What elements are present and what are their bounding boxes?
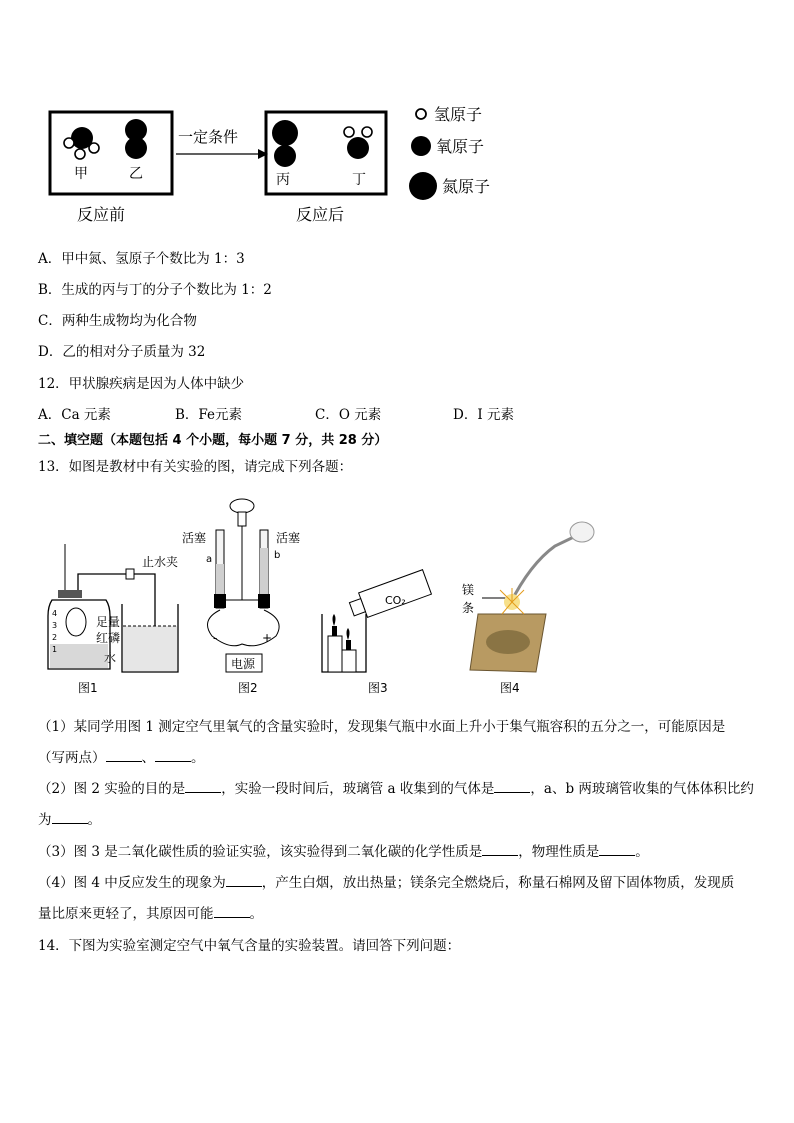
- section-title: 二、填空题（本题包括 4 个小题，每小题 7 分，共 28 分）: [38, 433, 388, 448]
- option-d: D．乙的相对分子质量为 32: [38, 344, 206, 360]
- q12-option-c: C．O 元素: [315, 407, 382, 423]
- answer-blank[interactable]: [52, 811, 88, 824]
- before-box: [50, 112, 172, 194]
- answer-blank[interactable]: [482, 843, 518, 856]
- answer-blank[interactable]: [226, 874, 262, 887]
- fig2-caption: 图2: [238, 681, 258, 695]
- figure-3: [322, 570, 431, 695]
- fig2-power-label: 电源: [231, 657, 256, 671]
- q13-part2-line1: （2）图 2 实验的目的是 ，实验一段时间后，玻璃管 a 收集到的气体是 ，a、b 两玻璃管收集的气体体积比约: [38, 781, 754, 797]
- answer-blank[interactable]: [599, 843, 635, 856]
- figure-4: [462, 522, 594, 695]
- fig2-valve-right: 活塞: [276, 531, 301, 545]
- label-jia: 甲: [74, 166, 88, 182]
- fig1-mark-2: 2: [52, 633, 58, 642]
- legend-oxygen: 氧原子: [436, 137, 485, 156]
- fig4-caption: 图4: [500, 681, 520, 695]
- experiment-figures: [30, 494, 620, 704]
- fig1-mark-4: 4: [52, 609, 58, 618]
- answer-blank[interactable]: [185, 780, 221, 793]
- option-a: A．甲中氮、氢原子个数比为 1：3: [38, 251, 245, 267]
- q13-part1-line2: （写两点） 、 。: [38, 750, 205, 766]
- q13-stem: 13．如图是教材中有关实验的图，请完成下列各题：: [38, 459, 353, 475]
- q12-option-b: B．Fe元素: [175, 407, 243, 423]
- q12-stem: 12．甲状腺疾病是因为人体中缺少: [38, 376, 245, 392]
- answer-blank[interactable]: [214, 905, 250, 918]
- figure-1: [48, 544, 178, 695]
- q12-option-d: D．I 元素: [453, 407, 514, 423]
- fig1-clamp-label: 止水夹: [142, 555, 179, 569]
- q13-part4-line1: （4）图 4 中反应发生的现象为 ，产生白烟，放出热量；镁条完全燃烧后，称量石棉网及留下固体物质，发现质: [38, 875, 735, 891]
- label-yi: 乙: [129, 166, 143, 182]
- fig4-mg-label-1: 镁: [462, 583, 475, 597]
- legend-nitrogen: 氮原子: [442, 177, 491, 196]
- fig3-co2-label: CO₂: [385, 594, 406, 607]
- fig2-minus: -: [213, 631, 218, 645]
- fig2-valve-left: 活塞: [182, 531, 207, 545]
- fig1-label-red-phosphorus: 红磷: [96, 631, 121, 645]
- fig2-tube-a: a: [206, 554, 213, 565]
- caption-after: 反应后: [296, 205, 345, 224]
- fig2-plus: +: [262, 631, 273, 645]
- fig1-caption: 图1: [78, 681, 98, 695]
- fig1-mark-3: 3: [52, 621, 58, 630]
- q13-part4-line2: 量比原来更轻了，其原因可能 。: [38, 906, 263, 922]
- arrow-condition-label: 一定条件: [178, 128, 239, 146]
- answer-blank[interactable]: [106, 749, 142, 762]
- fig2-tube-b: b: [274, 550, 281, 561]
- option-c: C．两种生成物均为化合物: [38, 313, 197, 329]
- q13-part1-line1: （1）某同学用图 1 测定空气里氧气的含量实验时，发现集气瓶中水面上升小于集气瓶容积的五分之一，可能原因是: [38, 719, 726, 735]
- fig1-label-water: 水: [104, 651, 117, 665]
- fig3-caption: 图3: [368, 681, 388, 695]
- label-ding: 丁: [352, 172, 366, 188]
- option-b: B．生成的丙与丁的分子个数比为 1：2: [38, 282, 272, 298]
- fig1-label-sufficient: 足量: [96, 615, 121, 629]
- answer-blank[interactable]: [155, 749, 191, 762]
- answer-blank[interactable]: [494, 780, 530, 793]
- figure-2: [182, 499, 300, 695]
- caption-before: 反应前: [77, 205, 126, 224]
- label-bing: 丙: [276, 172, 290, 188]
- fig1-mark-1: 1: [52, 645, 58, 654]
- q13-part3: （3）图 3 是二氧化碳性质的验证实验，该实验得到二氧化碳的化学性质是 ，物理性质是 。: [38, 844, 649, 860]
- q12-option-a: A．Ca 元素: [38, 407, 111, 423]
- q13-part2-line2: 为 。: [38, 812, 101, 828]
- fig4-mg-label-2: 条: [462, 601, 475, 615]
- q14-stem: 14．下图为实验室测定空气中氧气含量的实验装置。请回答下列问题：: [38, 938, 461, 954]
- reaction-diagram: [40, 100, 520, 230]
- legend-hydrogen: 氢原子: [434, 105, 483, 124]
